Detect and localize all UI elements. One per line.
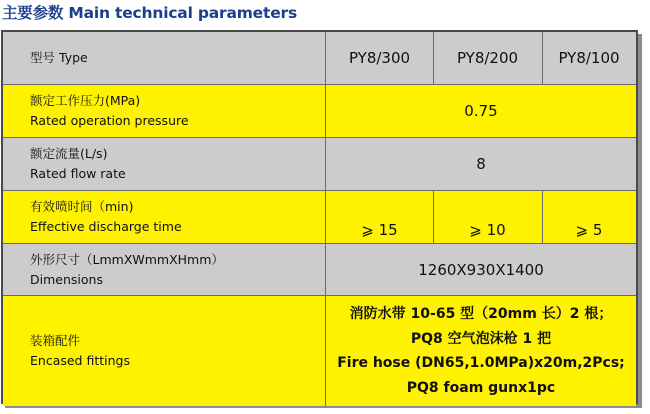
discharge-value: ⩾ 5 bbox=[575, 221, 603, 239]
table-row-discharge bbox=[3, 191, 636, 243]
label-cn: 装箱配件 bbox=[30, 333, 81, 348]
fittings-line: Fire hose (DN65,1.0MPa)x20m,2Pcs; bbox=[337, 355, 625, 371]
page-title: 主要参数 Main technical parameters bbox=[2, 4, 297, 22]
fittings-line: 消防水带 10-65 型（20mm 长）2 根； bbox=[349, 306, 613, 322]
label-en: Type bbox=[59, 50, 88, 65]
flow-value: 8 bbox=[476, 155, 486, 173]
label-cn: 型号 bbox=[30, 50, 56, 65]
label-cn: 有效喷时间（min) bbox=[30, 199, 134, 214]
table-row-flow bbox=[3, 138, 636, 190]
row-label bbox=[3, 296, 326, 406]
row-label bbox=[3, 85, 326, 137]
discharge-value: ⩾ 10 bbox=[469, 221, 506, 239]
row-label bbox=[3, 244, 326, 295]
discharge-value: ⩾ 15 bbox=[361, 221, 398, 239]
row-label bbox=[3, 191, 326, 243]
table-row-dimensions bbox=[3, 244, 636, 295]
table-row-fittings bbox=[3, 296, 636, 406]
label-cn: 额定流量(L/s) bbox=[30, 146, 108, 161]
table-row-type bbox=[3, 32, 636, 84]
row-label bbox=[3, 138, 326, 190]
row-label bbox=[3, 32, 326, 84]
pressure-value: 0.75 bbox=[464, 102, 498, 120]
label-en: Rated operation pressure bbox=[30, 113, 189, 128]
fittings-line: PQ8 空气泡沫枪 1 把 bbox=[410, 330, 552, 347]
label-en: Rated flow rate bbox=[30, 166, 126, 181]
label-cn: 额定工作压力(MPa) bbox=[30, 93, 141, 108]
label-en: Encased fittings bbox=[30, 353, 130, 368]
label-en: Dimensions bbox=[30, 271, 103, 287]
label-cn: 外形尺寸（LmmXWmmXHmm） bbox=[30, 251, 224, 267]
label-en: Effective discharge time bbox=[30, 219, 182, 234]
fittings-list bbox=[326, 296, 636, 406]
table-row-pressure bbox=[3, 85, 636, 137]
type-value: PY8/300 bbox=[348, 49, 411, 67]
dimensions-value: 1260X930X1400 bbox=[418, 260, 544, 279]
type-value: PY8/200 bbox=[456, 49, 519, 67]
type-value: PY8/100 bbox=[558, 49, 620, 67]
parameters-table bbox=[1, 30, 638, 404]
fittings-line: PQ8 foam gunx1pc bbox=[406, 379, 556, 396]
